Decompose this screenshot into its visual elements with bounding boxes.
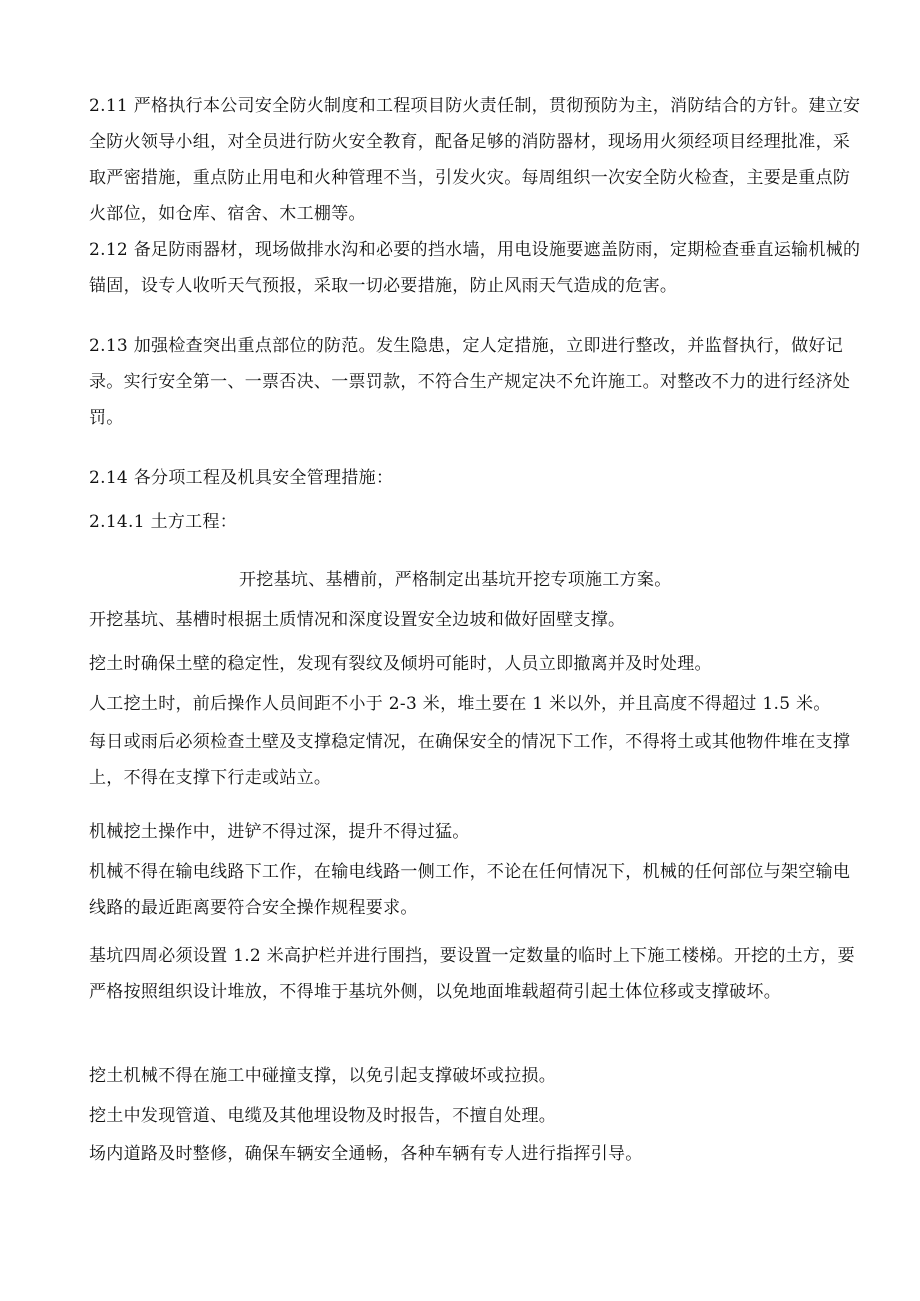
paragraph-power-lines: 机械不得在输电线路下工作，在输电线路一侧工作，不论在任何情况下，机械的任何部位与架空输电线路的最近距离要符合安全操作规程要求。	[89, 862, 851, 918]
paragraph-site-roads: 场内道路及时整修，确保车辆安全通畅，各种车辆有专人进行指挥引导。	[89, 1144, 643, 1164]
paragraph-no-collision: 挖土机械不得在施工中碰撞支撑，以免引起支撑破坏或拉损。	[89, 1066, 557, 1086]
paragraph-manual-excavation: 人工挖土时，前后操作人员间距不小于 2-3 米，堆土要在 1 米以外，并且高度不得超过 1.5 米。	[89, 694, 831, 714]
paragraph-2-13: 2.13 加强检查突出重点部位的防范。发生隐患，定人定措施，立即进行整改，并监督执行，做好记录。实行安全第一、一票否决、一票罚款，不符合生产规定决不允许施工。对整改不力的进行经济处罚。	[89, 336, 851, 428]
paragraph-machine-operation: 机械挖土操作中，进铲不得过深，提升不得过猛。	[89, 822, 470, 842]
paragraph-excavation-plan: 开挖基坑、基槽前，严格制定出基坑开挖专项施工方案。	[239, 570, 672, 590]
paragraph-wall-stability: 挖土时确保土壁的稳定性，发现有裂纹及倾坍可能时，人员立即撤离并及时处理。	[89, 654, 712, 674]
paragraph-2-12: 2.12 备足防雨器材，现场做排水沟和必要的挡水墙，用电设施要遮盖防雨，定期检查垂直运输机械的锚固，设专人收听天气预报，采取一切必要措施，防止风雨天气造成的危害。	[89, 240, 861, 296]
paragraph-2-11: 2.11 严格执行本公司安全防火制度和工程项目防火责任制，贯彻预防为主，消防结合的方针。建立安全防火领导小组，对全员进行防火安全教育，配备足够的消防器材，现场用火须经项目经理批准，采取严密措施，重点防止用电和火种管理不当，引发火灾。每周组织一次安全防火检查，主要是重点防火部位，如仓库、宿舍、木工棚等。	[89, 96, 861, 224]
paragraph-guardrail: 基坑四周必须设置 1.2 米高护栏并进行围挡，要设置一定数量的临时上下施工楼梯。开挖的土方，要严格按照组织设计堆放，不得堆于基坑外侧，以免地面堆载超荷引起土体位移或支撑破坏。	[89, 946, 855, 1002]
paragraph-buried-objects: 挖土中发现管道、电缆及其他埋设物及时报告，不擅自处理。	[89, 1106, 557, 1126]
heading-2-14-1: 2.14.1 土方工程：	[89, 512, 238, 532]
paragraph-slope-support: 开挖基坑、基槽时根据土质情况和深度设置安全边坡和做好固壁支撑。	[89, 610, 626, 630]
heading-2-14: 2.14 各分项工程及机具安全管理措施：	[89, 468, 394, 488]
paragraph-daily-inspection: 每日或雨后必须检查土壁及支撑稳定情况，在确保安全的情况下工作，不得将土或其他物件堆在支撑上，不得在支撑下行走或站立。	[89, 732, 851, 788]
